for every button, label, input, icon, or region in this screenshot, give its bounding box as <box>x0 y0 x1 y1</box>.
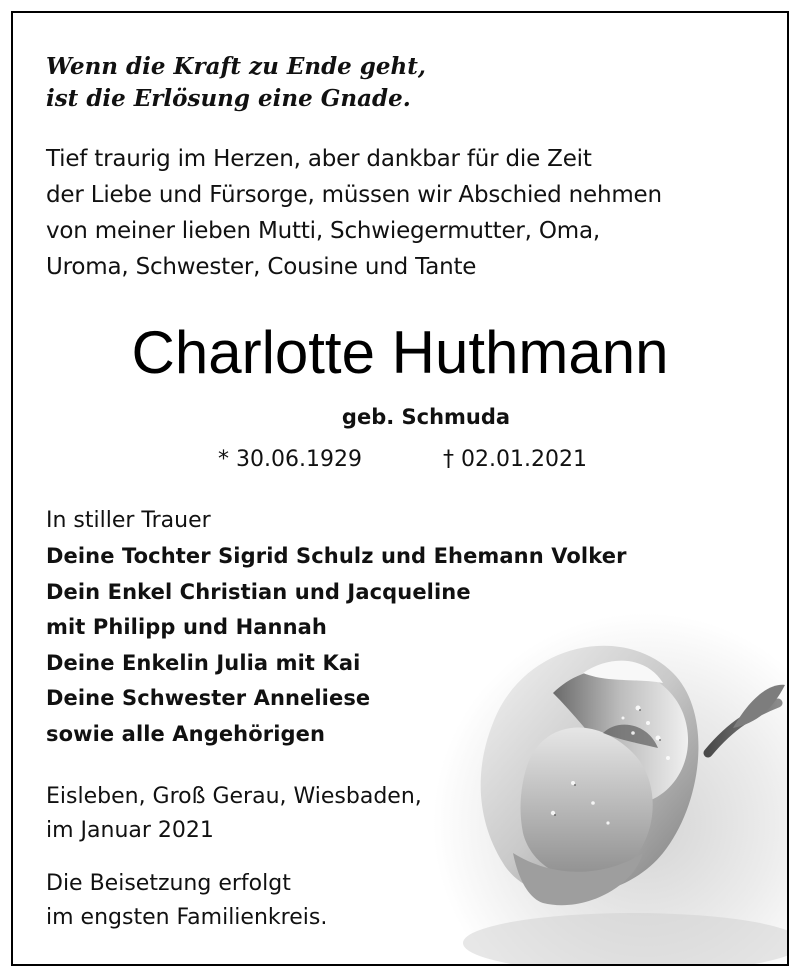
birth-name: geb. Schmuda <box>341 405 511 429</box>
intro-line: von meiner lieben Mutti, Schwiegermutter, Oma, <box>46 218 600 244</box>
mourner-line: Deine Enkelin Julia mit Kai <box>46 650 361 675</box>
place-line: Eisleben, Groß Gerau, Wiesbaden, <box>46 784 422 809</box>
burial-line: im engsten Familienkreis. <box>46 905 328 930</box>
rose-icon <box>433 613 787 964</box>
mourning-label: In stiller Trauer <box>46 508 211 533</box>
intro-text <box>46 141 662 285</box>
place-date <box>46 780 422 848</box>
burial-line: Die Beisetzung erfolgt <box>46 871 291 896</box>
mourner-line: Deine Schwester Anneliese <box>46 686 371 710</box>
motto-line: ist die Erlösung eine Gnade. <box>46 85 411 112</box>
mourner-line: mit Philipp und Hannah <box>46 615 327 639</box>
motto-line: Wenn die Kraft zu Ende geht, <box>46 53 426 80</box>
date-line: im Januar 2021 <box>46 818 214 843</box>
deceased-name: Charlotte Huthmann <box>131 319 669 386</box>
burial-note <box>46 867 327 935</box>
mourner-line: sowie alle Angehörigen <box>46 721 326 746</box>
birth-date: * 30.06.1929 <box>218 447 362 472</box>
intro-line: Tief traurig im Herzen, aber dankbar für die Zeit <box>46 146 592 172</box>
motto <box>46 51 426 115</box>
obituary-card <box>11 11 789 966</box>
intro-line: Uroma, Schwester, Cousine und Tante <box>46 254 477 280</box>
mourner-line: Dein Enkel Christian und Jacqueline <box>46 579 471 604</box>
intro-line: der Liebe und Fürsorge, müssen wir Abschied nehmen <box>46 182 662 208</box>
mourner-line: Deine Tochter Sigrid Schulz und Ehemann Volker <box>46 544 627 568</box>
death-date: † 02.01.2021 <box>443 447 587 472</box>
